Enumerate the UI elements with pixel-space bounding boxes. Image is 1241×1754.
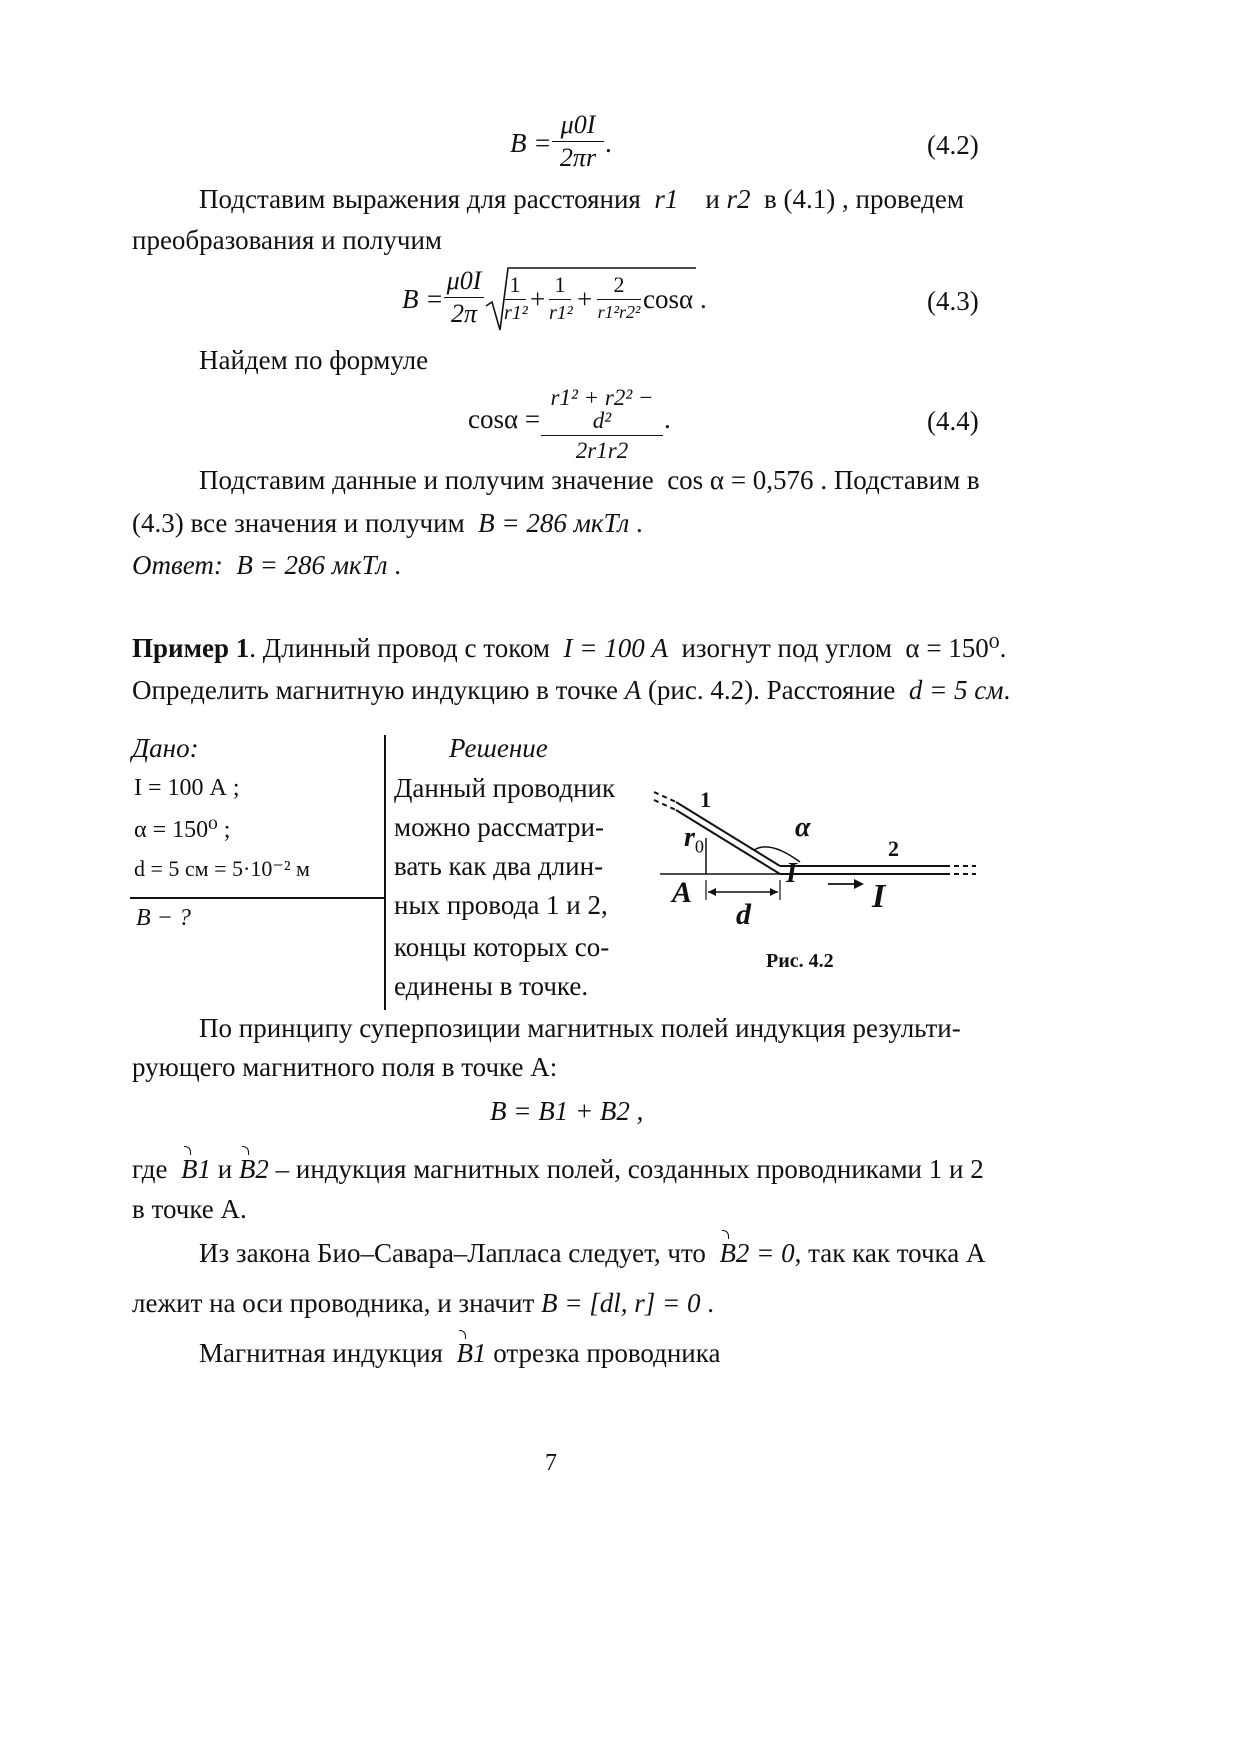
figure-label-1: 1 [700, 787, 711, 812]
eq43-term1: 1 r1² [504, 272, 528, 324]
example-distance: d = 5 см [908, 675, 1004, 705]
b1-vector: B1 [180, 1154, 211, 1184]
solution-line-5: концы которых со- [394, 932, 610, 962]
solution-line-2: можно рассматри- [394, 812, 604, 842]
given-solution-separator [384, 735, 386, 1010]
eq-vector-sum: B = B1 + B2 , [490, 1096, 644, 1126]
eq42-numerator: μ0I [560, 110, 596, 139]
eq43-number: (4.3) [927, 286, 979, 316]
given-item-3: d = 5 см = 5·10⁻² м [134, 856, 310, 881]
example-current: I = 100 А [563, 633, 668, 663]
eq43-cos: cosα [643, 284, 694, 314]
eq42-fraction [552, 112, 604, 171]
eq42-lhs: B = [510, 128, 552, 158]
p3-line1: Подставим данные и получим значение cos α = 0,576 . Подставим в [199, 465, 980, 495]
eq44-lhs: cosα = [468, 404, 541, 434]
p1-line1: Подставим выражения для расстояния r1 и r2 в (4.1) , проведем [199, 184, 965, 214]
p4-line2: рующего магнитного поля в точке А: [132, 1052, 558, 1082]
example-number: 1 [235, 633, 250, 663]
figure-label-2: 2 [888, 836, 899, 861]
solution-line-4: ных провода 1 и 2, [394, 890, 608, 920]
p6-line1: Из закона Био–Савара–Лапласа следует, что B2 = 0, так как точка А [199, 1238, 986, 1268]
p4-line1: По принципу суперпозиции магнитных полей индукция результи- [199, 1013, 961, 1043]
example-angle: α = 150⁰ [905, 633, 1000, 663]
eq44-denominator: 2r1r2 [575, 438, 629, 463]
plus-1: + [530, 284, 546, 314]
p7: Магнитная индукция B1 отрезка проводника [199, 1338, 721, 1368]
eq43-term3: 2 r1²r2² [597, 272, 641, 322]
answer-value: B = 286 мкТл [236, 550, 388, 580]
p1-line2: преобразования и получим [132, 225, 442, 255]
b1-segment: B1 [456, 1338, 487, 1368]
given-title: Дано: [132, 733, 199, 763]
p3-line2: (4.3) все значения и получим B = 286 мкТл . [132, 508, 643, 538]
p2: Найдем по формуле [199, 345, 429, 375]
p5-line2: в точке А. [132, 1194, 247, 1224]
eq44-numerator: r1² + r2² − d² [550, 385, 654, 433]
b-value: B = 286 мкТл [478, 508, 630, 538]
given-divider [130, 897, 384, 899]
figure-label-I: I [872, 878, 886, 915]
eq44-number: (4.4) [927, 406, 979, 436]
eq42-period: . [605, 128, 612, 158]
plus-2: + [577, 284, 593, 314]
figure-label-A: A [672, 876, 693, 909]
example-line1: Пример 1. Длинный провод с током I = 100 А изогнут под углом α = 150⁰. [132, 633, 1007, 663]
solution-title: Решение [449, 733, 548, 763]
answer-label: Ответ: [132, 550, 223, 580]
solution-line-3: вать как два длин- [394, 851, 604, 881]
eq42-denominator: 2πr [559, 143, 597, 172]
figure-label-r0: $r_0$ [684, 822, 704, 857]
eq43-period: . [700, 284, 707, 314]
b2-vector: B2 [238, 1154, 269, 1184]
given-item-2: α = 150⁰ ; [134, 817, 231, 843]
page-number: 7 [545, 1450, 557, 1476]
eq43-term2: 1 r1² [549, 272, 573, 324]
answer: Ответ: B = 286 мкТл . [132, 550, 401, 580]
eq44-fraction [541, 386, 663, 462]
figure-label-d: d [736, 898, 751, 931]
given-item-1: I = 100 А ; [134, 775, 240, 801]
eq43-lhs: B = [402, 284, 444, 314]
eq43-coef [444, 268, 484, 327]
r1-symbol: r1 [654, 184, 679, 214]
eq43-coef-num: μ0I [446, 266, 482, 295]
biot-savart-expression: B = [dl, r] = 0 [541, 1288, 701, 1318]
figure-caption: Рис. 4.2 [766, 950, 834, 972]
r2-symbol: r2 [726, 184, 751, 214]
b2-zero: B2 = 0 [719, 1238, 795, 1268]
p6-line2: лежит на оси проводника, и значит B = [dl, r] = 0 . [132, 1288, 714, 1318]
solution-line-1: Данный проводник [394, 773, 616, 803]
example-line2: Определить магнитную индукцию в точке А (рис. 4.2). Расстояние d = 5 см. [132, 675, 1011, 705]
example-label: Пример [132, 633, 229, 663]
solution-line-6: единены в точке. [394, 971, 589, 1001]
figure-label-alpha: α [795, 812, 811, 843]
eq43-coef-den: 2π [450, 299, 478, 328]
figure-label-I-node: I [786, 858, 797, 889]
eq42-number: (4.2) [927, 130, 979, 160]
cos-value: cos α = 0,576 [667, 465, 814, 495]
p5-line1: где B1 и B2 – индукция магнитных полей, созданных проводниками 1 и 2 [132, 1154, 984, 1184]
eq44-period: . [664, 404, 671, 434]
given-find: B − ? [136, 905, 191, 931]
